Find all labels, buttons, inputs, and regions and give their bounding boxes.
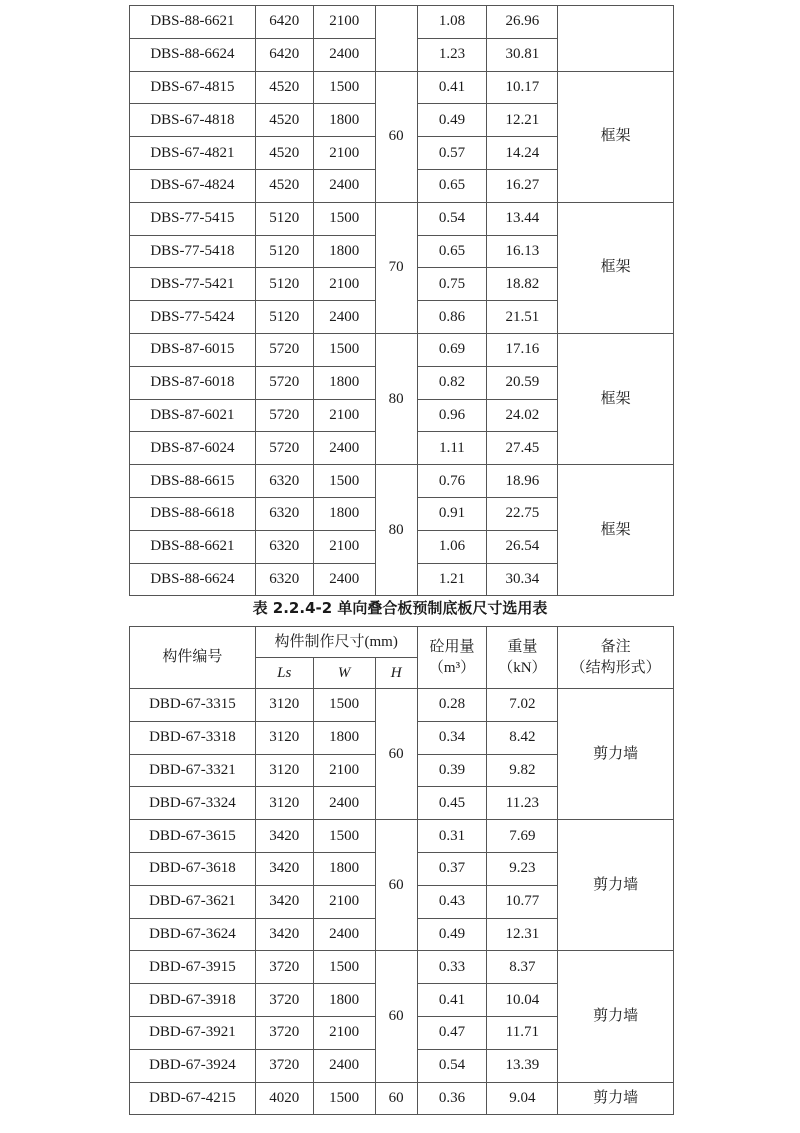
w-cell: 1500	[313, 689, 375, 722]
w-cell: 1800	[313, 497, 375, 530]
ls-cell: 3420	[255, 885, 313, 918]
h-cell: 60	[375, 71, 417, 202]
header-h: H	[375, 658, 417, 689]
volume-cell: 0.39	[417, 754, 487, 787]
model-cell: DBD-67-4215	[130, 1082, 256, 1115]
w-cell: 2400	[313, 38, 375, 71]
w-cell: 1500	[313, 1082, 375, 1115]
volume-cell: 0.76	[417, 465, 487, 498]
weight-cell: 12.31	[487, 918, 558, 951]
note-cell: 剪力墙	[558, 689, 674, 820]
header-note-line2: （结构形式）	[570, 659, 661, 676]
ls-cell: 4020	[255, 1082, 313, 1115]
weight-cell: 22.75	[487, 497, 558, 530]
volume-cell: 1.08	[417, 6, 487, 39]
model-cell: DBD-67-3618	[130, 852, 256, 885]
note-cell: 框架	[558, 202, 674, 333]
model-cell: DBD-67-3315	[130, 689, 256, 722]
volume-cell: 0.47	[417, 1016, 487, 1049]
ls-cell: 5120	[255, 235, 313, 268]
model-cell: DBS-87-6018	[130, 366, 256, 399]
h-cell: 60	[375, 1082, 417, 1115]
h-cell: 70	[375, 202, 417, 333]
bottom-table-body	[130, 689, 674, 1115]
weight-cell: 9.04	[487, 1082, 558, 1115]
w-cell: 1500	[313, 465, 375, 498]
w-cell: 2400	[313, 787, 375, 820]
volume-cell: 1.21	[417, 563, 487, 596]
model-cell: DBS-88-6621	[130, 6, 256, 39]
w-cell: 1500	[313, 951, 375, 984]
model-cell: DBD-67-3624	[130, 918, 256, 951]
weight-cell: 16.13	[487, 235, 558, 268]
header-weight	[487, 627, 558, 689]
ls-cell: 4520	[255, 137, 313, 170]
w-cell: 2400	[313, 169, 375, 202]
h-cell: 60	[375, 820, 417, 951]
note-cell: 框架	[558, 333, 674, 464]
weight-cell: 18.96	[487, 465, 558, 498]
model-cell: DBS-88-6621	[130, 530, 256, 563]
weight-cell: 21.51	[487, 301, 558, 334]
volume-cell: 0.54	[417, 1049, 487, 1082]
header-ls: Ls	[255, 658, 313, 689]
header-volume-line1: 砼用量	[429, 639, 475, 656]
weight-cell: 20.59	[487, 366, 558, 399]
header-note-line1: 备注	[600, 639, 631, 656]
note-cell	[558, 6, 674, 72]
model-cell: DBS-87-6015	[130, 333, 256, 366]
header-row	[130, 627, 674, 658]
w-cell: 1800	[313, 721, 375, 754]
ls-cell: 3720	[255, 984, 313, 1017]
volume-cell: 0.96	[417, 399, 487, 432]
model-cell: DBD-67-3921	[130, 1016, 256, 1049]
bottom-table	[129, 626, 674, 1115]
weight-cell: 17.16	[487, 333, 558, 366]
weight-cell: 30.34	[487, 563, 558, 596]
w-cell: 2100	[313, 399, 375, 432]
header-w: W	[313, 658, 375, 689]
volume-cell: 0.69	[417, 333, 487, 366]
ls-cell: 3120	[255, 787, 313, 820]
table-row	[130, 951, 674, 984]
volume-cell: 1.06	[417, 530, 487, 563]
weight-cell: 12.21	[487, 104, 558, 137]
weight-cell: 27.45	[487, 432, 558, 465]
w-cell: 2100	[313, 530, 375, 563]
table-row	[130, 6, 674, 39]
table-row	[130, 820, 674, 853]
model-cell: DBS-67-4815	[130, 71, 256, 104]
note-cell: 剪力墙	[558, 951, 674, 1082]
weight-cell: 13.39	[487, 1049, 558, 1082]
w-cell: 1800	[313, 984, 375, 1017]
model-cell: DBS-88-6624	[130, 563, 256, 596]
w-cell: 2400	[313, 918, 375, 951]
note-cell: 框架	[558, 465, 674, 596]
note-cell: 框架	[558, 71, 674, 202]
table-caption: 表 2.2.4-2 单向叠合板预制底板尺寸选用表	[252, 599, 548, 617]
volume-cell: 0.31	[417, 820, 487, 853]
ls-cell: 3720	[255, 1049, 313, 1082]
top-table-body	[130, 6, 674, 596]
weight-cell: 11.23	[487, 787, 558, 820]
model-cell: DBD-67-3915	[130, 951, 256, 984]
w-cell: 1800	[313, 852, 375, 885]
volume-cell: 0.82	[417, 366, 487, 399]
ls-cell: 3120	[255, 754, 313, 787]
ls-cell: 6320	[255, 497, 313, 530]
note-cell: 剪力墙	[558, 820, 674, 951]
model-cell: DBS-88-6624	[130, 38, 256, 71]
ls-cell: 3420	[255, 852, 313, 885]
model-cell: DBD-67-3918	[130, 984, 256, 1017]
w-cell: 1500	[313, 202, 375, 235]
top-table	[129, 5, 674, 596]
volume-cell: 0.41	[417, 984, 487, 1017]
volume-cell: 0.65	[417, 235, 487, 268]
model-cell: DBS-88-6618	[130, 497, 256, 530]
ls-cell: 3420	[255, 918, 313, 951]
w-cell: 2400	[313, 301, 375, 334]
w-cell: 2100	[313, 885, 375, 918]
model-cell: DBS-77-5424	[130, 301, 256, 334]
ls-cell: 6320	[255, 530, 313, 563]
ls-cell: 5120	[255, 301, 313, 334]
w-cell: 2400	[313, 1049, 375, 1082]
w-cell: 2400	[313, 432, 375, 465]
ls-cell: 5720	[255, 399, 313, 432]
ls-cell: 3120	[255, 721, 313, 754]
model-cell: DBS-77-5415	[130, 202, 256, 235]
w-cell: 2400	[313, 563, 375, 596]
weight-cell: 7.02	[487, 689, 558, 722]
ls-cell: 6420	[255, 6, 313, 39]
header-volume-line2: （m³）	[428, 659, 476, 676]
ls-cell: 5720	[255, 366, 313, 399]
weight-cell: 8.42	[487, 721, 558, 754]
volume-cell: 0.34	[417, 721, 487, 754]
ls-cell: 5120	[255, 268, 313, 301]
ls-cell: 5720	[255, 333, 313, 366]
weight-cell: 26.54	[487, 530, 558, 563]
model-cell: DBS-88-6615	[130, 465, 256, 498]
ls-cell: 6420	[255, 38, 313, 71]
weight-cell: 30.81	[487, 38, 558, 71]
ls-cell: 4520	[255, 104, 313, 137]
weight-cell: 7.69	[487, 820, 558, 853]
ls-cell: 3120	[255, 689, 313, 722]
volume-cell: 0.65	[417, 169, 487, 202]
volume-cell: 0.36	[417, 1082, 487, 1115]
w-cell: 1800	[313, 104, 375, 137]
volume-cell: 0.86	[417, 301, 487, 334]
model-cell: DBD-67-3924	[130, 1049, 256, 1082]
table-row	[130, 465, 674, 498]
w-cell: 1800	[313, 366, 375, 399]
volume-cell: 0.49	[417, 918, 487, 951]
w-cell: 2100	[313, 1016, 375, 1049]
model-cell: DBS-67-4818	[130, 104, 256, 137]
w-cell: 2100	[313, 268, 375, 301]
weight-cell: 8.37	[487, 951, 558, 984]
w-cell: 1500	[313, 333, 375, 366]
volume-cell: 0.41	[417, 71, 487, 104]
volume-cell: 0.91	[417, 497, 487, 530]
volume-cell: 1.23	[417, 38, 487, 71]
volume-cell: 0.57	[417, 137, 487, 170]
weight-cell: 9.82	[487, 754, 558, 787]
volume-cell: 1.11	[417, 432, 487, 465]
table-row	[130, 689, 674, 722]
table-row	[130, 71, 674, 104]
model-cell: DBS-67-4824	[130, 169, 256, 202]
ls-cell: 5120	[255, 202, 313, 235]
header-volume	[417, 627, 487, 689]
w-cell: 1500	[313, 820, 375, 853]
note-cell: 剪力墙	[558, 1082, 674, 1115]
bottom-table-header	[130, 627, 674, 689]
ls-cell: 4520	[255, 169, 313, 202]
h-cell: 60	[375, 951, 417, 1082]
model-cell: DBS-67-4821	[130, 137, 256, 170]
model-cell: DBD-67-3321	[130, 754, 256, 787]
volume-cell: 0.75	[417, 268, 487, 301]
weight-cell: 24.02	[487, 399, 558, 432]
model-cell: DBD-67-3615	[130, 820, 256, 853]
w-cell: 1500	[313, 71, 375, 104]
table-row	[130, 202, 674, 235]
weight-cell: 10.17	[487, 71, 558, 104]
model-cell: DBS-87-6024	[130, 432, 256, 465]
weight-cell: 18.82	[487, 268, 558, 301]
w-cell: 2100	[313, 754, 375, 787]
volume-cell: 0.49	[417, 104, 487, 137]
volume-cell: 0.37	[417, 852, 487, 885]
weight-cell: 16.27	[487, 169, 558, 202]
ls-cell: 5720	[255, 432, 313, 465]
w-cell: 1800	[313, 235, 375, 268]
weight-cell: 14.24	[487, 137, 558, 170]
header-weight-line1: 重量	[507, 639, 538, 656]
volume-cell: 0.54	[417, 202, 487, 235]
ls-cell: 3720	[255, 951, 313, 984]
model-cell: DBS-87-6021	[130, 399, 256, 432]
model-cell: DBS-77-5421	[130, 268, 256, 301]
volume-cell: 0.43	[417, 885, 487, 918]
h-cell: 80	[375, 333, 417, 464]
header-note	[558, 627, 674, 689]
ls-cell: 6320	[255, 465, 313, 498]
model-cell: DBD-67-3621	[130, 885, 256, 918]
weight-cell: 13.44	[487, 202, 558, 235]
h-cell: 60	[375, 689, 417, 820]
w-cell: 2100	[313, 137, 375, 170]
ls-cell: 4520	[255, 71, 313, 104]
w-cell: 2100	[313, 6, 375, 39]
h-cell	[375, 6, 417, 72]
model-cell: DBD-67-3318	[130, 721, 256, 754]
weight-cell: 26.96	[487, 6, 558, 39]
header-size-group: 构件制作尺寸(mm)	[255, 627, 417, 658]
header-model: 构件编号	[130, 627, 256, 689]
model-cell: DBS-77-5418	[130, 235, 256, 268]
weight-cell: 10.04	[487, 984, 558, 1017]
weight-cell: 9.23	[487, 852, 558, 885]
ls-cell: 3720	[255, 1016, 313, 1049]
h-cell: 80	[375, 465, 417, 596]
table-row	[130, 333, 674, 366]
ls-cell: 6320	[255, 563, 313, 596]
table-row	[130, 1082, 674, 1115]
weight-cell: 11.71	[487, 1016, 558, 1049]
volume-cell: 0.45	[417, 787, 487, 820]
header-weight-line2: （kN）	[498, 659, 547, 676]
model-cell: DBD-67-3324	[130, 787, 256, 820]
ls-cell: 3420	[255, 820, 313, 853]
weight-cell: 10.77	[487, 885, 558, 918]
volume-cell: 0.33	[417, 951, 487, 984]
volume-cell: 0.28	[417, 689, 487, 722]
